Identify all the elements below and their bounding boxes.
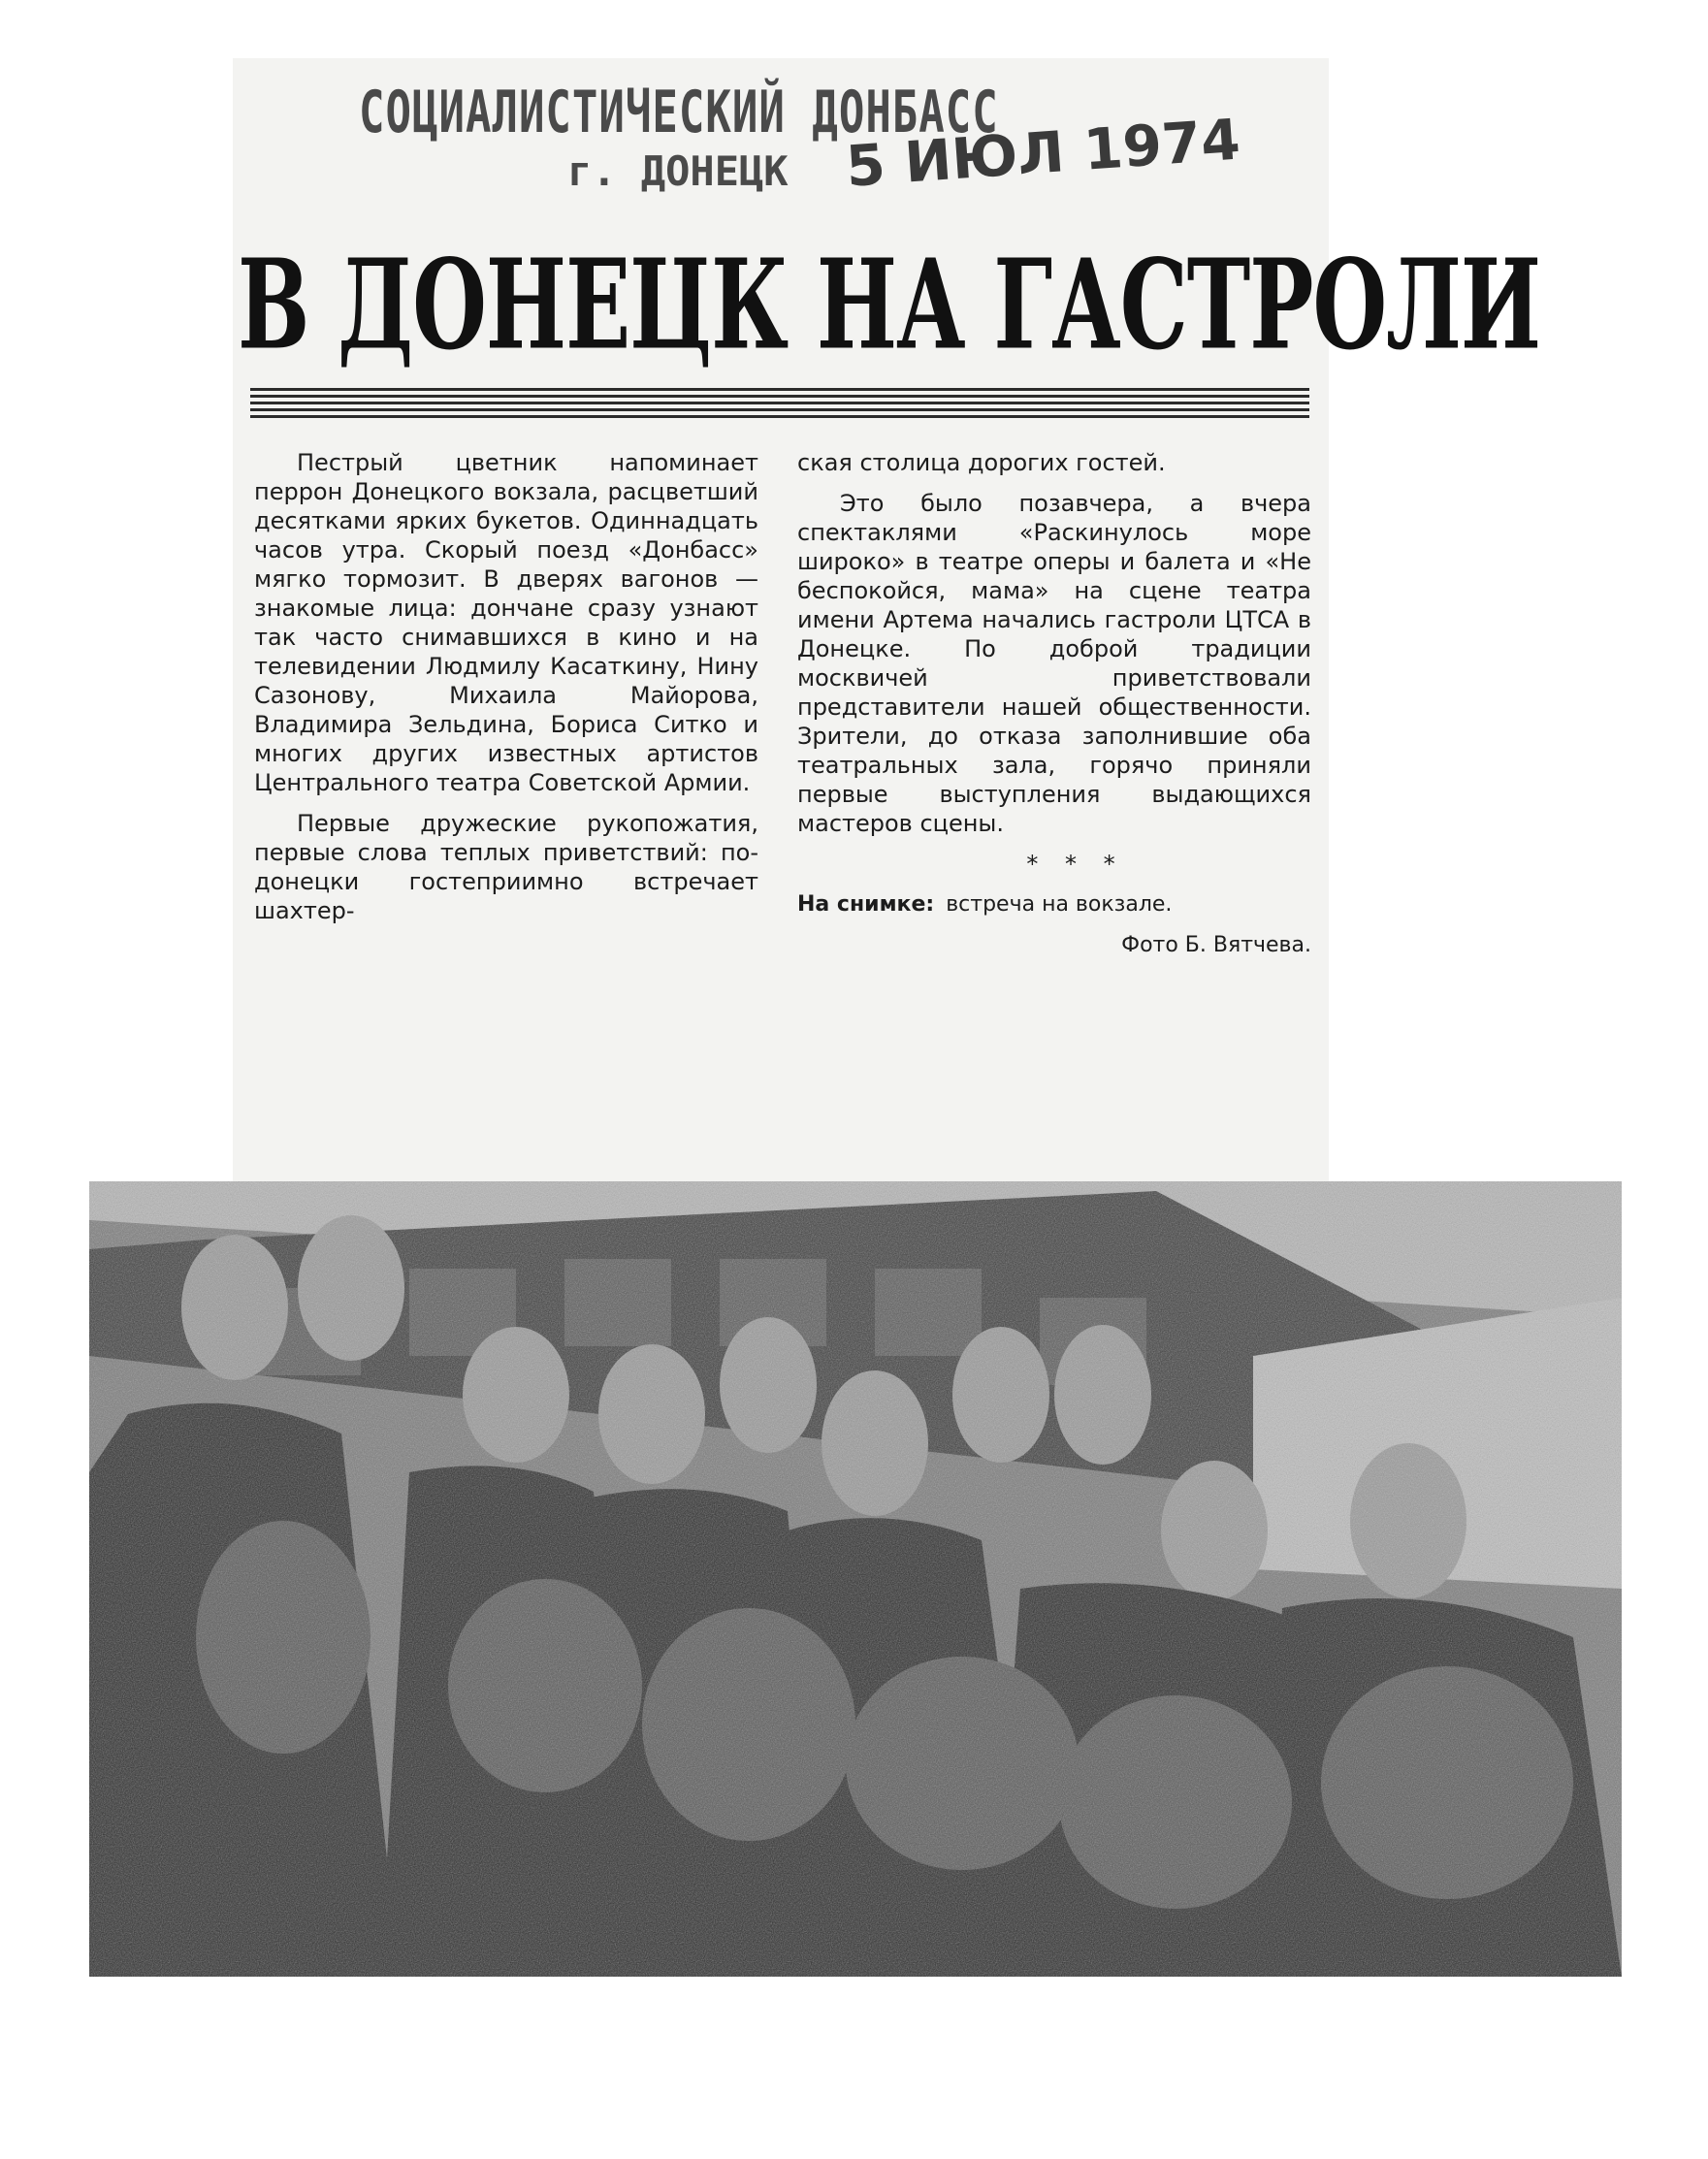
article-paragraph: Это было позавчера, а вчера спектаклями «Раскинулось море широко» в театре оперы и балета и «Не беспокойся, мама» на сцене театра имени Артема начались гастроли ЦТСА в Донецке. По доброй традиции москвичей приветствовали представители нашей общественности. Зрители, до отказа заполнившие оба театральных зала, горячо приняли первые выступления выдающихся мастеров сцены.	[797, 490, 1311, 837]
photo-caption-label: На снимке:	[797, 892, 935, 917]
article-paragraph: ская столица дорогих гостей.	[797, 449, 1166, 476]
headline-rule	[250, 388, 1309, 421]
article-headline: В ДОНЕЦК НА ГАСТРОЛИ	[238, 231, 1541, 377]
newspaper-stamp-name: СОЦИАЛИСТИЧЕСКИЙ ДОНБАСС	[359, 80, 999, 146]
article-paragraph: Первые дружеские рукопожатия, первые слова теплых приветствий: по-донецки гостеприимно встречает шахтер-	[254, 810, 758, 924]
article-column-right	[797, 448, 1311, 972]
photo-caption	[797, 890, 1311, 919]
section-separator: * * *	[1026, 851, 1125, 878]
article-column-left	[254, 448, 758, 937]
photo-credit: Фото Б. Вятчева.	[1121, 933, 1311, 957]
newspaper-stamp-date: 5 ИЮЛ 1974	[844, 106, 1242, 200]
article-photo	[89, 1181, 1622, 1977]
group-photo-illustration	[89, 1181, 1622, 1977]
newspaper-stamp-city: г. ДОНЕЦК	[567, 147, 789, 195]
article-paragraph: Пестрый цветник напоминает перрон Донецкого вокзала, расцветший десятками ярких букетов. Одиннадцать часов утра. Скорый поезд «Донбасс» мягко тормозит. В дверях вагонов — знакомые лица: дончане сразу узнают так часто снимавшихся в кино и на телевидении Людмилу Касаткину, Нину Сазонову, Михаила Майорова, Владимира Зельдина, Бориса Ситко и многих других известных артистов Центрального театра Советской Армии.	[254, 449, 758, 796]
photo-caption-text: встреча на вокзале.	[946, 892, 1173, 917]
